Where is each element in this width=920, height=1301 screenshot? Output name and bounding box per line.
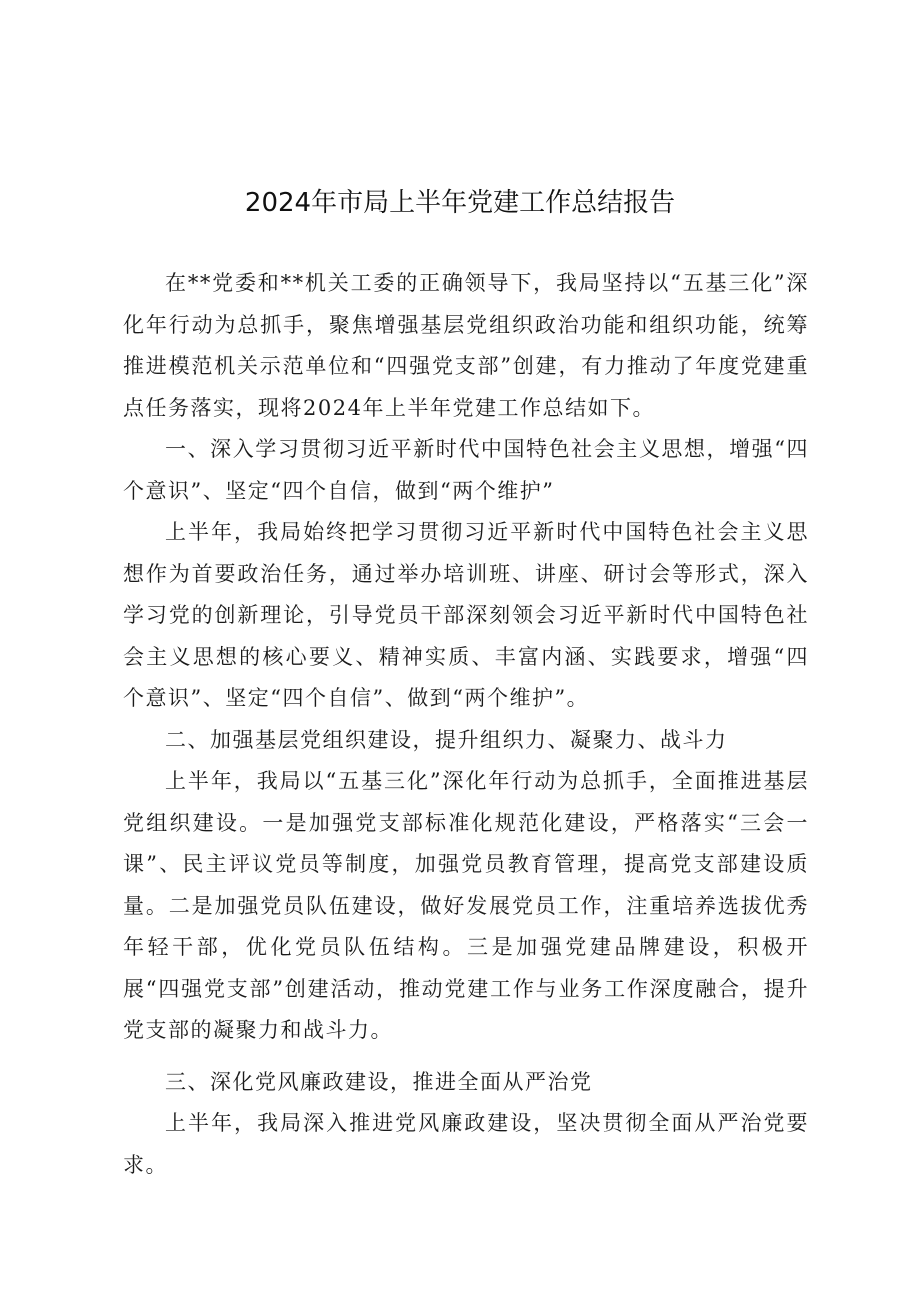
section-body-2: 上半年，我局以“五基三化”深化年行动为总抓手，全面推进基层党组织建设。一是加强党支部标准化规范化建设，严格落实“三会一课”、民主评议党员等制度，加强党员教育管理，提高党支部建设质量。二是加强党员队伍建设，做好发展党员工作，注重培养选拔优秀年轻干部，优化党员队伍结构。三是加强党建品牌建设，积极开展“四强党支部”创建活动，推动党建工作与业务工作深度融合，提升党支部的凝聚力和战斗力。: [123, 769, 809, 1042]
document-body: [123, 263, 809, 1186]
section-body-1: 上半年，我局始终把学习贯彻习近平新时代中国特色社会主义思想作为首要政治任务，通过举办培训班、讲座、研讨会等形式，深入学习党的创新理论，引导党员干部深刻领会习近平新时代中国特色社会主义思想的核心要义、精神实质、丰富内涵、实践要求，增强“四个意识”、坚定“四个自信”、做到“两个维护”。: [123, 520, 809, 710]
document-title: 2024年市局上半年党建工作总结报告: [244, 188, 676, 218]
section-spacer: [123, 1052, 809, 1062]
section-heading-2: 二、加强基层党组织建设，提升组织力、凝聚力、战斗力: [165, 727, 728, 752]
section-heading-3: 三、深化党风廉政建设，推进全面从严治党: [165, 1069, 593, 1094]
intro-paragraph: 在**党委和**机关工委的正确领导下，我局坚持以“五基三化”深化年行动为总抓手，聚焦增强基层党组织政治功能和组织功能，统筹推进模范机关示范单位和“四强党支部”创建，有力推动了年度党建重点任务落实，现将2024年上半年党建工作总结如下。: [123, 271, 809, 420]
section-body-3: 上半年，我局深入推进党风廉政建设，坚决贯彻全面从严治党要求。: [123, 1111, 809, 1177]
section-heading-1: 一、深入学习贯彻习近平新时代中国特色社会主义思想，增强“四个意识”、坚定“四个自信，做到“两个维护”: [123, 437, 809, 503]
